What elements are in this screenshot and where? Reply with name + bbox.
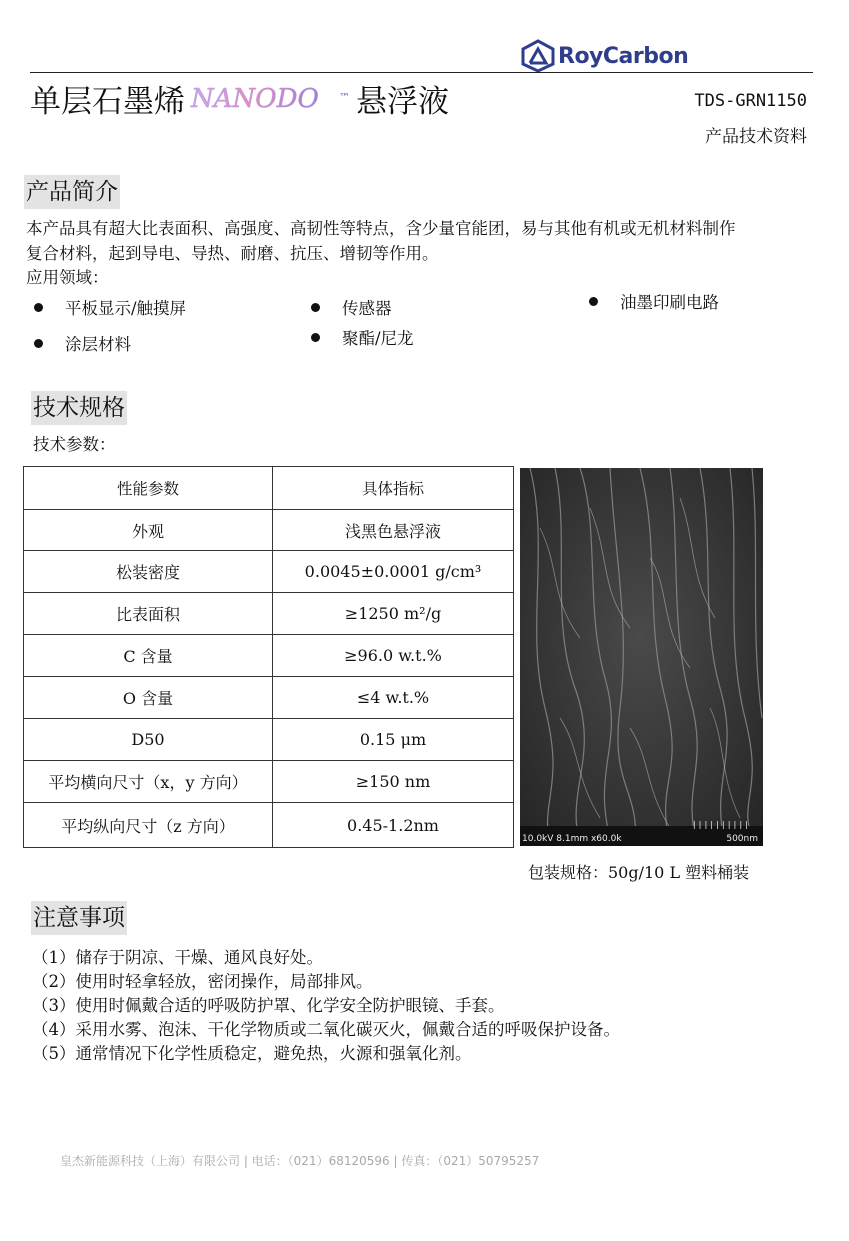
- list-item: [34, 295, 186, 319]
- column-header: 具体指标: [273, 467, 514, 510]
- section-heading-intro: 产品简介: [24, 175, 120, 209]
- product-title: [30, 76, 449, 120]
- table-row: [24, 635, 514, 677]
- specs-subheading: 技术参数：: [33, 435, 116, 454]
- sem-image: [520, 468, 763, 846]
- parameter-cell: 外观: [24, 510, 273, 551]
- spec-table: [23, 466, 514, 848]
- intro-line-2: 复合材料，起到导电、导热、耐磨、抗压、增韧等作用。: [26, 244, 439, 263]
- bullet-icon: [311, 303, 320, 312]
- title-suffix: 悬浮液: [356, 83, 449, 120]
- packaging-spec: 包装规格：50g/10 L 塑料桶装: [528, 863, 750, 882]
- list-item-label: 油墨印刷电路: [620, 293, 719, 312]
- title-prefix: 单层石墨烯: [30, 83, 185, 120]
- list-item-label: 涂层材料: [65, 335, 131, 354]
- scale-bar-icon: ||||||||||: [691, 820, 750, 829]
- table-row: [24, 551, 514, 593]
- table-header-row: [24, 467, 514, 510]
- parameter-cell: C 含量: [24, 635, 273, 677]
- header-rule: [30, 72, 813, 73]
- section-heading-notes: 注意事项: [31, 901, 127, 935]
- document-type: 产品技术资料: [705, 127, 807, 147]
- bullet-icon: [34, 339, 43, 348]
- sem-micrograph: [520, 468, 763, 846]
- list-item-label: 传感器: [342, 299, 392, 318]
- document-code: TDS-GRN1150: [694, 91, 807, 111]
- list-item-label: 聚酯/尼龙: [342, 329, 414, 348]
- table-row: [24, 761, 514, 803]
- value-cell: ≥96.0 w.t.%: [273, 635, 514, 677]
- table-row: [24, 510, 514, 551]
- value-cell: 浅黑色悬浮液: [273, 510, 514, 551]
- list-item: [311, 295, 392, 319]
- table-row: [24, 677, 514, 719]
- table-row: [24, 593, 514, 635]
- parameter-cell: 松装密度: [24, 551, 273, 593]
- list-item: （2）使用时轻拿轻放，密闭操作，局部排风。: [32, 972, 373, 991]
- list-item: [311, 325, 414, 349]
- intro-line-1: 本产品具有超大比表面积、高强度、高韧性等特点，含少量官能团，易与其他有机或无机材料制作: [26, 219, 736, 238]
- bullet-icon: [311, 333, 320, 342]
- footer-contact: 皇杰新能源科技（上海）有限公司 | 电话：（021）68120596 | 传真：（021）50795257: [60, 1154, 540, 1168]
- list-item: （3）使用时佩戴合适的呼吸防护罩、化学安全防护眼镜、手套。: [32, 996, 505, 1015]
- section-heading-specs: 技术规格: [31, 391, 127, 425]
- nanodo-wordmark: [189, 83, 352, 113]
- parameter-cell: O 含量: [24, 677, 273, 719]
- list-item: （4）采用水雾、泡沫、干化学物质或二氧化碳灭火，佩戴合适的呼吸保护设备。: [32, 1020, 620, 1039]
- applications-label: 应用领域：: [26, 268, 109, 287]
- parameter-cell: 比表面积: [24, 593, 273, 635]
- parameter-cell: D50: [24, 719, 273, 761]
- list-item: [34, 331, 131, 355]
- table-row: [24, 803, 514, 848]
- value-cell: ≥150 nm: [273, 761, 514, 803]
- list-item: [589, 289, 719, 313]
- value-cell: 0.15 μm: [273, 719, 514, 761]
- value-cell: ≤4 w.t.%: [273, 677, 514, 719]
- list-item: （1）储存于阴凉、干燥、通风良好处。: [32, 948, 323, 967]
- value-cell: ≥1250 m²/g: [273, 593, 514, 635]
- trademark-symbol: ™: [339, 91, 350, 104]
- parameter-cell: 平均纵向尺寸（z 方向）: [24, 803, 273, 848]
- sem-caption-bar: [522, 820, 758, 844]
- value-cell: 0.0045±0.0001 g/cm³: [273, 551, 514, 593]
- hexagon-logo-icon: [520, 39, 556, 73]
- brand-name: RoyCarbon: [558, 43, 689, 69]
- roycarbon-logo: [520, 38, 720, 74]
- svg-text:NANODO: NANODO: [191, 84, 319, 113]
- bullet-icon: [589, 297, 598, 306]
- column-header: 性能参数: [24, 467, 273, 510]
- table-row: [24, 719, 514, 761]
- value-cell: 0.45-1.2nm: [273, 803, 514, 848]
- list-item: （5）通常情况下化学性质稳定，避免热，火源和强氧化剂。: [32, 1044, 472, 1063]
- sem-parameters: 10.0kV 8.1mm x60.0k: [522, 834, 622, 844]
- parameter-cell: 平均横向尺寸（x，y 方向）: [24, 761, 273, 803]
- nanodo-mark-icon: [189, 83, 339, 113]
- sem-scale-label: 500nm: [726, 834, 758, 844]
- list-item-label: 平板显示/触摸屏: [65, 299, 187, 318]
- bullet-icon: [34, 303, 43, 312]
